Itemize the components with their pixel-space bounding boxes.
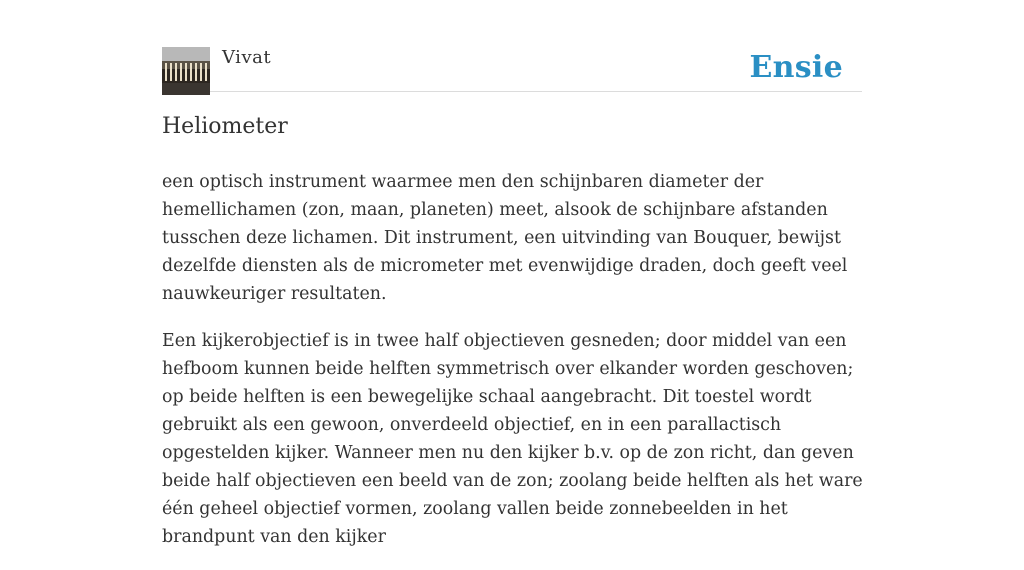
page-title: Heliometer: [162, 114, 288, 139]
author-name[interactable]: Vivat: [222, 47, 272, 68]
paragraph: een optisch instrument waarmee men den schijnbaren diameter der hemellichamen (zon, maan, planeten) meet, alsook de schijnbare afstanden tusschen deze lichamen. Dit instrument, een uitvinding van Bouquer, bewijst dezelfde diensten als de micrometer met evenwijdige draden, doch geeft veel nauwkeuriger resultaten.: [162, 172, 848, 304]
site-header: [162, 46, 862, 92]
avatar-image: [162, 47, 210, 95]
site-logo[interactable]: Ensie: [749, 50, 843, 85]
paragraph: Een kijkerobjectief is in twee half objectieven gesneden; door middel van een hefboom kunnen beide helften symmetrisch over elkander worden geschoven; op beide helften is een bewegelijke schaal aangebracht. Dit toestel wordt gebruikt als een gewoon, onverdeeld objectief, en in een parallactisch opgestelden kijker. Wanneer men nu den kijker b.v. op de zon richt, dan geven beide half objectieven een beeld van de zon; zoolang beide helften als het ware één geheel objectief vormen, zoolang vallen beide zonnebeelden in het brandpunt van den kijker: [162, 331, 863, 547]
avatar[interactable]: [162, 47, 210, 95]
article-body: [162, 168, 866, 570]
